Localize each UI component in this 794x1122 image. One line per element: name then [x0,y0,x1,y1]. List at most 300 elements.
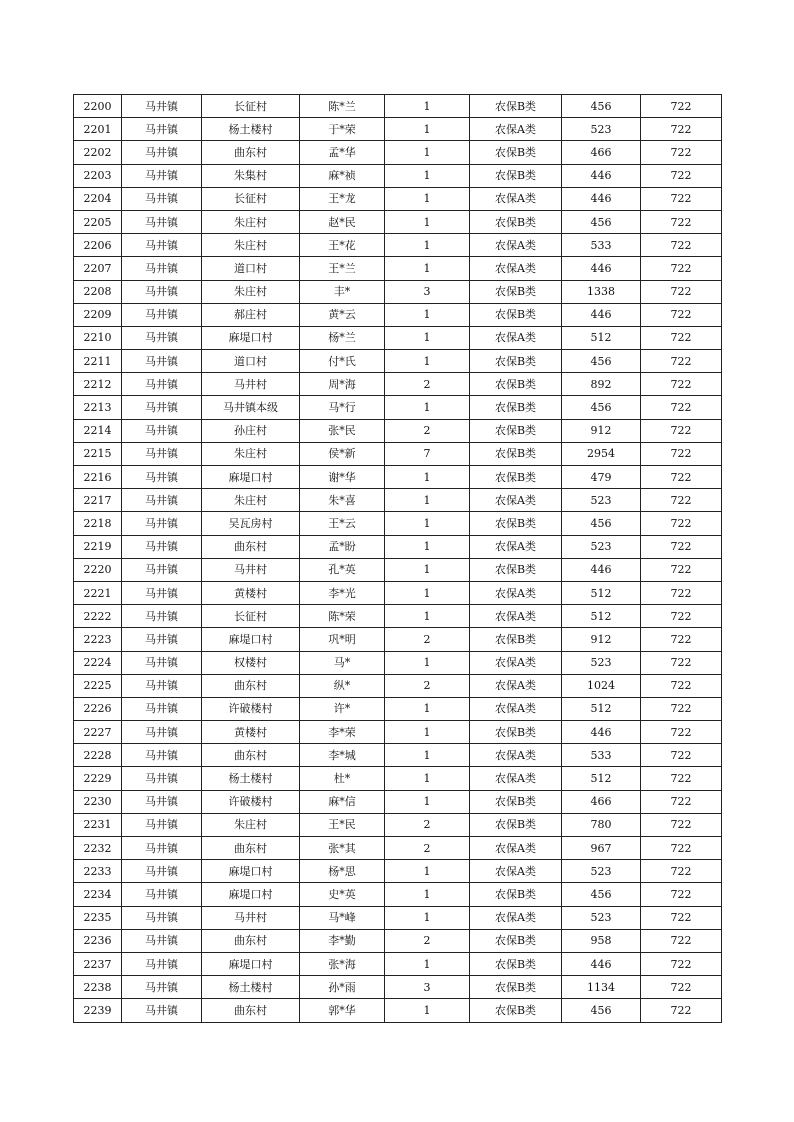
row-id-cell: 2219 [74,535,122,558]
table-row [74,837,722,860]
type-cell: 农保A类 [470,535,562,558]
count-cell: 1 [385,257,470,280]
village-cell: 杨土楼村 [202,767,300,790]
name-cell: 李*光 [300,581,385,604]
name-cell: 史*英 [300,883,385,906]
table-row [74,350,722,373]
name-cell: 谢*华 [300,466,385,489]
row-id-cell: 2238 [74,976,122,999]
row-id-cell: 2220 [74,558,122,581]
town-cell: 马井镇 [122,721,202,744]
count-cell: 1 [385,721,470,744]
village-cell: 长征村 [202,95,300,118]
row-id-cell: 2218 [74,512,122,535]
row-id-cell: 2227 [74,721,122,744]
table-row [74,976,722,999]
type-cell: 农保B类 [470,929,562,952]
standard-cell: 722 [641,837,722,860]
table-row [74,466,722,489]
row-id-cell: 2214 [74,419,122,442]
amount-cell: 523 [562,906,641,929]
standard-cell: 722 [641,419,722,442]
count-cell: 1 [385,234,470,257]
standard-cell: 722 [641,118,722,141]
name-cell: 陈*荣 [300,605,385,628]
type-cell: 农保A类 [470,187,562,210]
row-id-cell: 2232 [74,837,122,860]
standard-cell: 722 [641,280,722,303]
standard-cell: 722 [641,674,722,697]
village-cell: 道口村 [202,350,300,373]
village-cell: 曲东村 [202,999,300,1022]
count-cell: 1 [385,118,470,141]
name-cell: 孔*英 [300,558,385,581]
town-cell: 马井镇 [122,952,202,975]
standard-cell: 722 [641,999,722,1022]
type-cell: 农保B类 [470,999,562,1022]
type-cell: 农保B类 [470,466,562,489]
row-id-cell: 2207 [74,257,122,280]
amount-cell: 912 [562,628,641,651]
type-cell: 农保B类 [470,442,562,465]
row-id-cell: 2239 [74,999,122,1022]
standard-cell: 722 [641,929,722,952]
row-id-cell: 2213 [74,396,122,419]
name-cell: 杨*思 [300,860,385,883]
town-cell: 马井镇 [122,234,202,257]
name-cell: 孟*华 [300,141,385,164]
row-id-cell: 2217 [74,489,122,512]
count-cell: 2 [385,929,470,952]
village-cell: 麻堤口村 [202,628,300,651]
amount-cell: 446 [562,257,641,280]
row-id-cell: 2216 [74,466,122,489]
count-cell: 2 [385,373,470,396]
amount-cell: 958 [562,929,641,952]
count-cell: 1 [385,466,470,489]
type-cell: 农保A类 [470,257,562,280]
count-cell: 1 [385,95,470,118]
count-cell: 1 [385,489,470,512]
name-cell: 麻*祯 [300,164,385,187]
count-cell: 1 [385,790,470,813]
standard-cell: 722 [641,257,722,280]
town-cell: 马井镇 [122,419,202,442]
amount-cell: 512 [562,767,641,790]
village-cell: 郝庄村 [202,303,300,326]
row-id-cell: 2237 [74,952,122,975]
village-cell: 麻堤口村 [202,883,300,906]
row-id-cell: 2206 [74,234,122,257]
name-cell: 李*勤 [300,929,385,952]
table-row [74,234,722,257]
village-cell: 朱庄村 [202,210,300,233]
standard-cell: 722 [641,535,722,558]
town-cell: 马井镇 [122,512,202,535]
standard-cell: 722 [641,234,722,257]
standard-cell: 722 [641,883,722,906]
name-cell: 马*行 [300,396,385,419]
row-id-cell: 2203 [74,164,122,187]
standard-cell: 722 [641,628,722,651]
standard-cell: 722 [641,697,722,720]
name-cell: 王*兰 [300,257,385,280]
standard-cell: 722 [641,164,722,187]
amount-cell: 466 [562,141,641,164]
table-row [74,442,722,465]
amount-cell: 446 [562,558,641,581]
amount-cell: 446 [562,721,641,744]
name-cell: 侯*新 [300,442,385,465]
amount-cell: 456 [562,210,641,233]
town-cell: 马井镇 [122,489,202,512]
amount-cell: 446 [562,187,641,210]
standard-cell: 722 [641,141,722,164]
standard-cell: 722 [641,303,722,326]
town-cell: 马井镇 [122,744,202,767]
village-cell: 许破楼村 [202,790,300,813]
town-cell: 马井镇 [122,466,202,489]
table-row [74,373,722,396]
town-cell: 马井镇 [122,628,202,651]
table-row [74,813,722,836]
name-cell: 李*城 [300,744,385,767]
name-cell: 黄*云 [300,303,385,326]
table-row [74,906,722,929]
type-cell: 农保A类 [470,837,562,860]
table-row [74,767,722,790]
town-cell: 马井镇 [122,558,202,581]
standard-cell: 722 [641,350,722,373]
village-cell: 曲东村 [202,837,300,860]
village-cell: 朱庄村 [202,234,300,257]
village-cell: 权楼村 [202,651,300,674]
roster-table [73,94,722,1023]
row-id-cell: 2201 [74,118,122,141]
town-cell: 马井镇 [122,396,202,419]
table-row [74,790,722,813]
row-id-cell: 2234 [74,883,122,906]
table-row [74,883,722,906]
roster-table-body [74,95,722,1023]
type-cell: 农保B类 [470,883,562,906]
amount-cell: 523 [562,489,641,512]
name-cell: 张*民 [300,419,385,442]
name-cell: 于*荣 [300,118,385,141]
town-cell: 马井镇 [122,999,202,1022]
type-cell: 农保A类 [470,651,562,674]
village-cell: 麻堤口村 [202,860,300,883]
count-cell: 1 [385,187,470,210]
standard-cell: 722 [641,790,722,813]
amount-cell: 456 [562,396,641,419]
amount-cell: 912 [562,419,641,442]
count-cell: 1 [385,535,470,558]
count-cell: 1 [385,558,470,581]
count-cell: 1 [385,999,470,1022]
town-cell: 马井镇 [122,790,202,813]
standard-cell: 722 [641,605,722,628]
amount-cell: 456 [562,95,641,118]
type-cell: 农保B类 [470,721,562,744]
village-cell: 朱庄村 [202,280,300,303]
row-id-cell: 2226 [74,697,122,720]
table-row [74,280,722,303]
type-cell: 农保A类 [470,234,562,257]
village-cell: 麻堤口村 [202,466,300,489]
type-cell: 农保B类 [470,164,562,187]
type-cell: 农保A类 [470,906,562,929]
type-cell: 农保B类 [470,419,562,442]
town-cell: 马井镇 [122,697,202,720]
amount-cell: 1134 [562,976,641,999]
row-id-cell: 2230 [74,790,122,813]
village-cell: 马井村 [202,558,300,581]
amount-cell: 446 [562,164,641,187]
amount-cell: 446 [562,303,641,326]
count-cell: 1 [385,906,470,929]
town-cell: 马井镇 [122,837,202,860]
count-cell: 7 [385,442,470,465]
name-cell: 郭*华 [300,999,385,1022]
table-row [74,326,722,349]
village-cell: 曲东村 [202,674,300,697]
row-id-cell: 2208 [74,280,122,303]
row-id-cell: 2231 [74,813,122,836]
standard-cell: 722 [641,581,722,604]
village-cell: 曲东村 [202,535,300,558]
village-cell: 马井村 [202,373,300,396]
row-id-cell: 2204 [74,187,122,210]
town-cell: 马井镇 [122,651,202,674]
table-row [74,929,722,952]
standard-cell: 722 [641,326,722,349]
village-cell: 朱庄村 [202,813,300,836]
village-cell: 吴瓦房村 [202,512,300,535]
row-id-cell: 2212 [74,373,122,396]
table-row [74,257,722,280]
count-cell: 1 [385,581,470,604]
count-cell: 1 [385,350,470,373]
count-cell: 1 [385,651,470,674]
village-cell: 长征村 [202,187,300,210]
town-cell: 马井镇 [122,929,202,952]
standard-cell: 722 [641,396,722,419]
row-id-cell: 2225 [74,674,122,697]
town-cell: 马井镇 [122,767,202,790]
town-cell: 马井镇 [122,373,202,396]
village-cell: 黄楼村 [202,581,300,604]
table-row [74,651,722,674]
table-row [74,697,722,720]
table-row [74,164,722,187]
town-cell: 马井镇 [122,303,202,326]
table-row [74,396,722,419]
standard-cell: 722 [641,373,722,396]
town-cell: 马井镇 [122,674,202,697]
village-cell: 麻堤口村 [202,952,300,975]
row-id-cell: 2211 [74,350,122,373]
table-row [74,605,722,628]
standard-cell: 722 [641,466,722,489]
count-cell: 2 [385,674,470,697]
type-cell: 农保A类 [470,118,562,141]
count-cell: 1 [385,326,470,349]
town-cell: 马井镇 [122,257,202,280]
amount-cell: 466 [562,790,641,813]
count-cell: 2 [385,813,470,836]
amount-cell: 512 [562,326,641,349]
type-cell: 农保A类 [470,697,562,720]
village-cell: 曲东村 [202,141,300,164]
type-cell: 农保B类 [470,396,562,419]
type-cell: 农保B类 [470,952,562,975]
count-cell: 1 [385,210,470,233]
type-cell: 农保A类 [470,605,562,628]
amount-cell: 1024 [562,674,641,697]
count-cell: 1 [385,303,470,326]
name-cell: 周*海 [300,373,385,396]
type-cell: 农保B类 [470,558,562,581]
table-row [74,210,722,233]
village-cell: 孙庄村 [202,419,300,442]
town-cell: 马井镇 [122,187,202,210]
amount-cell: 512 [562,581,641,604]
name-cell: 张*其 [300,837,385,860]
type-cell: 农保B类 [470,210,562,233]
amount-cell: 780 [562,813,641,836]
row-id-cell: 2222 [74,605,122,628]
village-cell: 朱集村 [202,164,300,187]
type-cell: 农保B类 [470,512,562,535]
name-cell: 孟*盼 [300,535,385,558]
name-cell: 王*龙 [300,187,385,210]
name-cell: 张*海 [300,952,385,975]
name-cell: 马* [300,651,385,674]
table-row [74,489,722,512]
amount-cell: 456 [562,999,641,1022]
village-cell: 曲东村 [202,744,300,767]
row-id-cell: 2235 [74,906,122,929]
standard-cell: 722 [641,651,722,674]
type-cell: 农保A类 [470,326,562,349]
type-cell: 农保B类 [470,141,562,164]
table-row [74,674,722,697]
standard-cell: 722 [641,558,722,581]
town-cell: 马井镇 [122,118,202,141]
village-cell: 麻堤口村 [202,326,300,349]
type-cell: 农保A类 [470,860,562,883]
count-cell: 1 [385,605,470,628]
table-row [74,558,722,581]
amount-cell: 456 [562,350,641,373]
count-cell: 1 [385,860,470,883]
name-cell: 陈*兰 [300,95,385,118]
village-cell: 道口村 [202,257,300,280]
count-cell: 1 [385,767,470,790]
standard-cell: 722 [641,187,722,210]
count-cell: 2 [385,837,470,860]
type-cell: 农保A类 [470,581,562,604]
town-cell: 马井镇 [122,605,202,628]
standard-cell: 722 [641,813,722,836]
type-cell: 农保B类 [470,813,562,836]
type-cell: 农保B类 [470,790,562,813]
amount-cell: 523 [562,651,641,674]
amount-cell: 533 [562,234,641,257]
type-cell: 农保B类 [470,976,562,999]
row-id-cell: 2205 [74,210,122,233]
amount-cell: 523 [562,860,641,883]
town-cell: 马井镇 [122,906,202,929]
count-cell: 1 [385,164,470,187]
village-cell: 许破楼村 [202,697,300,720]
table-row [74,999,722,1022]
amount-cell: 523 [562,118,641,141]
type-cell: 农保B类 [470,280,562,303]
village-cell: 朱庄村 [202,489,300,512]
count-cell: 1 [385,512,470,535]
table-row [74,581,722,604]
standard-cell: 722 [641,210,722,233]
town-cell: 马井镇 [122,976,202,999]
name-cell: 杜* [300,767,385,790]
type-cell: 农保A类 [470,674,562,697]
name-cell: 丰* [300,280,385,303]
row-id-cell: 2215 [74,442,122,465]
amount-cell: 523 [562,535,641,558]
amount-cell: 512 [562,605,641,628]
count-cell: 2 [385,628,470,651]
count-cell: 1 [385,697,470,720]
amount-cell: 2954 [562,442,641,465]
row-id-cell: 2236 [74,929,122,952]
amount-cell: 533 [562,744,641,767]
town-cell: 马井镇 [122,95,202,118]
type-cell: 农保A类 [470,767,562,790]
village-cell: 黄楼村 [202,721,300,744]
town-cell: 马井镇 [122,350,202,373]
town-cell: 马井镇 [122,141,202,164]
table-row [74,512,722,535]
amount-cell: 456 [562,512,641,535]
standard-cell: 722 [641,442,722,465]
table-row [74,721,722,744]
village-cell: 朱庄村 [202,442,300,465]
row-id-cell: 2223 [74,628,122,651]
row-id-cell: 2224 [74,651,122,674]
village-cell: 杨土楼村 [202,976,300,999]
type-cell: 农保B类 [470,350,562,373]
town-cell: 马井镇 [122,326,202,349]
standard-cell: 722 [641,744,722,767]
count-cell: 3 [385,280,470,303]
row-id-cell: 2202 [74,141,122,164]
type-cell: 农保B类 [470,373,562,396]
village-cell: 马井村 [202,906,300,929]
town-cell: 马井镇 [122,442,202,465]
table-row [74,303,722,326]
name-cell: 李*荣 [300,721,385,744]
name-cell: 巩*明 [300,628,385,651]
amount-cell: 512 [562,697,641,720]
count-cell: 1 [385,744,470,767]
row-id-cell: 2210 [74,326,122,349]
name-cell: 赵*民 [300,210,385,233]
table-row [74,860,722,883]
village-cell: 马井镇本级 [202,396,300,419]
amount-cell: 1338 [562,280,641,303]
